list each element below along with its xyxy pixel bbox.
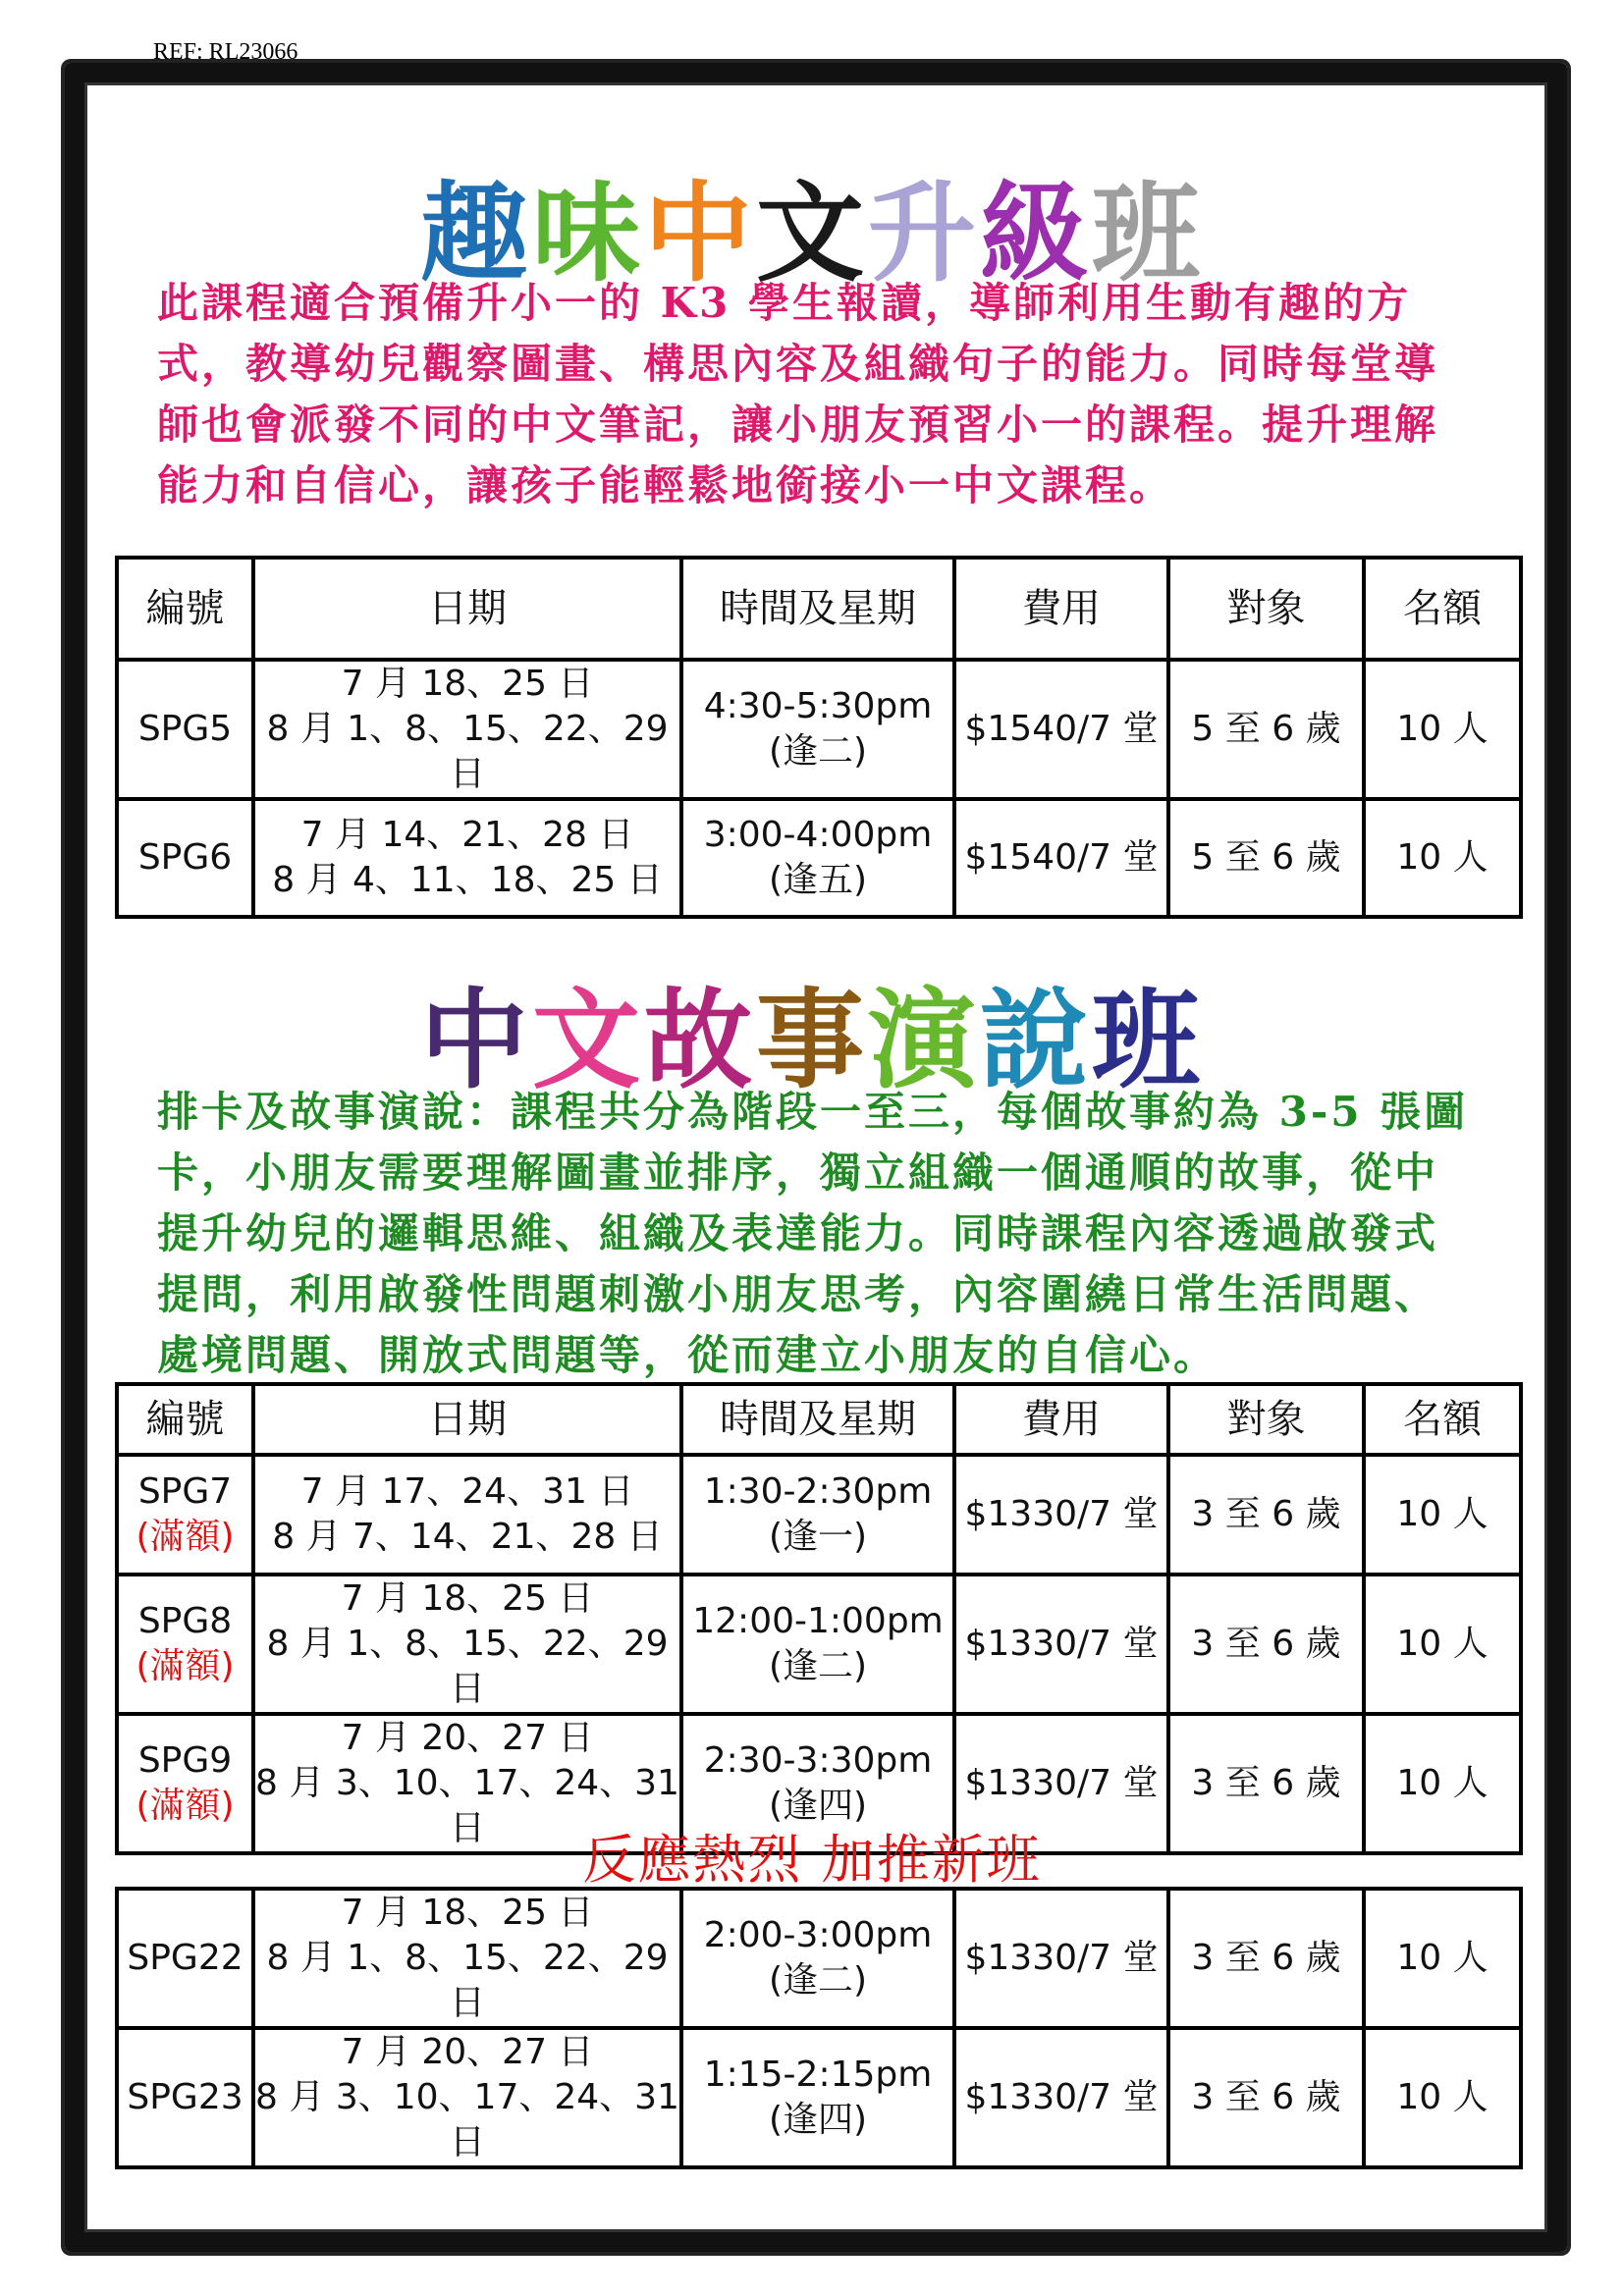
cell-fee: $1330/7 堂	[954, 1714, 1168, 1853]
full-badge: (滿額)	[135, 1517, 235, 1557]
cell-fee: $1540/7 堂	[954, 660, 1168, 799]
cell-age: 5 至 6 歲	[1168, 660, 1364, 799]
table-header-row	[117, 1384, 1521, 1455]
table-header-row	[117, 558, 1521, 660]
weekday: (逢一)	[768, 1517, 868, 1557]
title-char: 中	[644, 171, 756, 296]
cell-code	[117, 1455, 253, 1575]
cell-code	[117, 1889, 253, 2028]
cell-time	[681, 1455, 954, 1575]
table-row	[117, 2028, 1521, 2167]
header-date: 日期	[253, 558, 681, 660]
cell-date	[253, 660, 681, 799]
cell-code	[117, 2028, 253, 2167]
cell-fee: $1330/7 堂	[954, 1455, 1168, 1575]
title-char: 文	[756, 171, 868, 296]
new-class-notice: 反應熱烈 加推新班	[582, 1829, 1042, 1891]
title-char: 演	[868, 978, 980, 1103]
course-code: SPG22	[127, 1938, 244, 1978]
header-time: 時間及星期	[681, 1384, 954, 1455]
time-range: 2:00-3:00pm	[703, 1915, 933, 1955]
weekday: (逢四)	[768, 1786, 868, 1826]
cell-quota: 10 人	[1364, 2028, 1521, 2167]
cell-time	[681, 799, 954, 917]
header-quota: 名額	[1364, 558, 1521, 660]
table-row	[117, 1455, 1521, 1575]
header-fee: 費用	[954, 1384, 1168, 1455]
time-range: 12:00-1:00pm	[692, 1601, 944, 1641]
title-char: 級	[980, 171, 1092, 296]
cell-date	[253, 1575, 681, 1714]
title-char: 文	[532, 978, 644, 1103]
date-august: 8 月 1、8、15、22、29 日	[266, 1938, 669, 2023]
cell-quota: 10 人	[1364, 799, 1521, 917]
title-char: 趣	[420, 171, 532, 296]
title-char: 班	[1092, 171, 1204, 296]
cell-age: 3 至 6 歲	[1168, 1455, 1364, 1575]
table-row	[117, 1575, 1521, 1714]
cell-fee: $1540/7 堂	[954, 799, 1168, 917]
title-char: 說	[980, 978, 1092, 1103]
title-char: 故	[644, 978, 756, 1103]
date-july: 7 月 20、27 日	[341, 1718, 594, 1758]
cell-quota: 10 人	[1364, 1575, 1521, 1714]
cell-date	[253, 1889, 681, 2028]
date-august: 8 月 4、11、18、25 日	[272, 860, 663, 900]
course-code: SPG9	[137, 1740, 233, 1781]
date-july: 7 月 18、25 日	[341, 664, 594, 704]
date-august: 8 月 3、10、17、24、31 日	[255, 2077, 679, 2163]
weekday: (逢二)	[768, 1646, 868, 1686]
title-char: 味	[532, 171, 644, 296]
date-august: 8 月 1、8、15、22、29 日	[266, 1624, 669, 1709]
date-july: 7 月 14、21、28 日	[300, 815, 634, 855]
cell-time	[681, 660, 954, 799]
header-fee: 費用	[954, 558, 1168, 660]
date-july: 7 月 18、25 日	[341, 1578, 594, 1619]
cell-fee: $1330/7 堂	[954, 1889, 1168, 2028]
cell-code	[117, 799, 253, 917]
schedule-table-chinese-upgrade	[115, 556, 1523, 919]
date-july: 7 月 17、24、31 日	[300, 1471, 634, 1512]
time-range: 3:00-4:00pm	[703, 815, 933, 855]
date-august: 8 月 1、8、15、22、29 日	[266, 709, 669, 794]
header-time: 時間及星期	[681, 558, 954, 660]
table-row	[117, 660, 1521, 799]
cell-code	[117, 660, 253, 799]
course-code: SPG5	[137, 709, 233, 749]
title-char: 事	[756, 978, 868, 1103]
cell-age: 3 至 6 歲	[1168, 1714, 1364, 1853]
cell-age: 3 至 6 歲	[1168, 2028, 1364, 2167]
course-description-chinese-upgrade: 此課程適合預備升小一的 K3 學生報讀，導師利用生動有趣的方式，教導幼兒觀察圖畫、構思內容及組織句子的能力。同時每堂導師也會派發不同的中文筆記，讓小朋友預習小一的課程。提升理解能力和自信心，讓孩子能輕鬆地銜接小一中文課程。	[157, 279, 1439, 509]
cell-age: 3 至 6 歲	[1168, 1889, 1364, 2028]
header-date: 日期	[253, 1384, 681, 1455]
time-range: 4:30-5:30pm	[703, 686, 933, 726]
weekday: (逢二)	[768, 731, 868, 772]
title-char: 中	[420, 978, 532, 1103]
cell-date	[253, 1455, 681, 1575]
date-august: 8 月 7、14、21、28 日	[272, 1517, 663, 1557]
date-july: 7 月 20、27 日	[341, 2032, 594, 2072]
cell-time	[681, 1889, 954, 2028]
weekday: (逢五)	[768, 860, 868, 900]
cell-code	[117, 1575, 253, 1714]
cell-time	[681, 1575, 954, 1714]
table-row	[117, 799, 1521, 917]
full-badge: (滿額)	[135, 1646, 235, 1686]
schedule-table-new-classes	[115, 1887, 1523, 2169]
weekday: (逢二)	[768, 1960, 868, 2001]
cell-quota: 10 人	[1364, 1889, 1521, 2028]
course-code: SPG7	[137, 1471, 233, 1512]
table-row	[117, 1889, 1521, 2028]
full-badge: (滿額)	[135, 1786, 235, 1826]
cell-fee: $1330/7 堂	[954, 1575, 1168, 1714]
header-code: 編號	[117, 558, 253, 660]
cell-fee: $1330/7 堂	[954, 2028, 1168, 2167]
date-july: 7 月 18、25 日	[341, 1893, 594, 1933]
cell-time	[681, 2028, 954, 2167]
course-code: SPG6	[137, 837, 233, 878]
cell-quota: 10 人	[1364, 1714, 1521, 1853]
cell-quota: 10 人	[1364, 660, 1521, 799]
header-quota: 名額	[1364, 1384, 1521, 1455]
schedule-table-story-speech	[115, 1382, 1523, 1855]
cell-age: 5 至 6 歲	[1168, 799, 1364, 917]
time-range: 2:30-3:30pm	[703, 1740, 933, 1781]
header-code: 編號	[117, 1384, 253, 1455]
header-target: 對象	[1168, 558, 1364, 660]
time-range: 1:30-2:30pm	[703, 1471, 933, 1512]
course-code: SPG23	[127, 2077, 244, 2117]
title-char: 班	[1092, 978, 1204, 1103]
title-char: 升	[868, 171, 980, 296]
header-target: 對象	[1168, 1384, 1364, 1455]
cell-date	[253, 2028, 681, 2167]
cell-date	[253, 799, 681, 917]
weekday: (逢四)	[768, 2100, 868, 2140]
course-code: SPG8	[137, 1601, 233, 1641]
reference-number: REF: RL23066	[153, 39, 298, 65]
cell-quota: 10 人	[1364, 1455, 1521, 1575]
cell-age: 3 至 6 歲	[1168, 1575, 1364, 1714]
time-range: 1:15-2:15pm	[703, 2055, 933, 2095]
date-august: 8 月 3、10、17、24、31 日	[255, 1763, 679, 1848]
course-description-story-speech: 排卡及故事演說：課程共分為階段一至三，每個故事約為 3-5 張圖卡，小朋友需要理解圖畫並排序，獨立組織一個通順的故事，從中提升幼兒的邏輯思維、組織及表達能力。同時課程內容透過啟發式提問，利用啟發性問題刺激小朋友思考，內容圍繞日常生活問題、處境問題、開放式問題等，從而建立小朋友的自信心。	[157, 1088, 1469, 1379]
